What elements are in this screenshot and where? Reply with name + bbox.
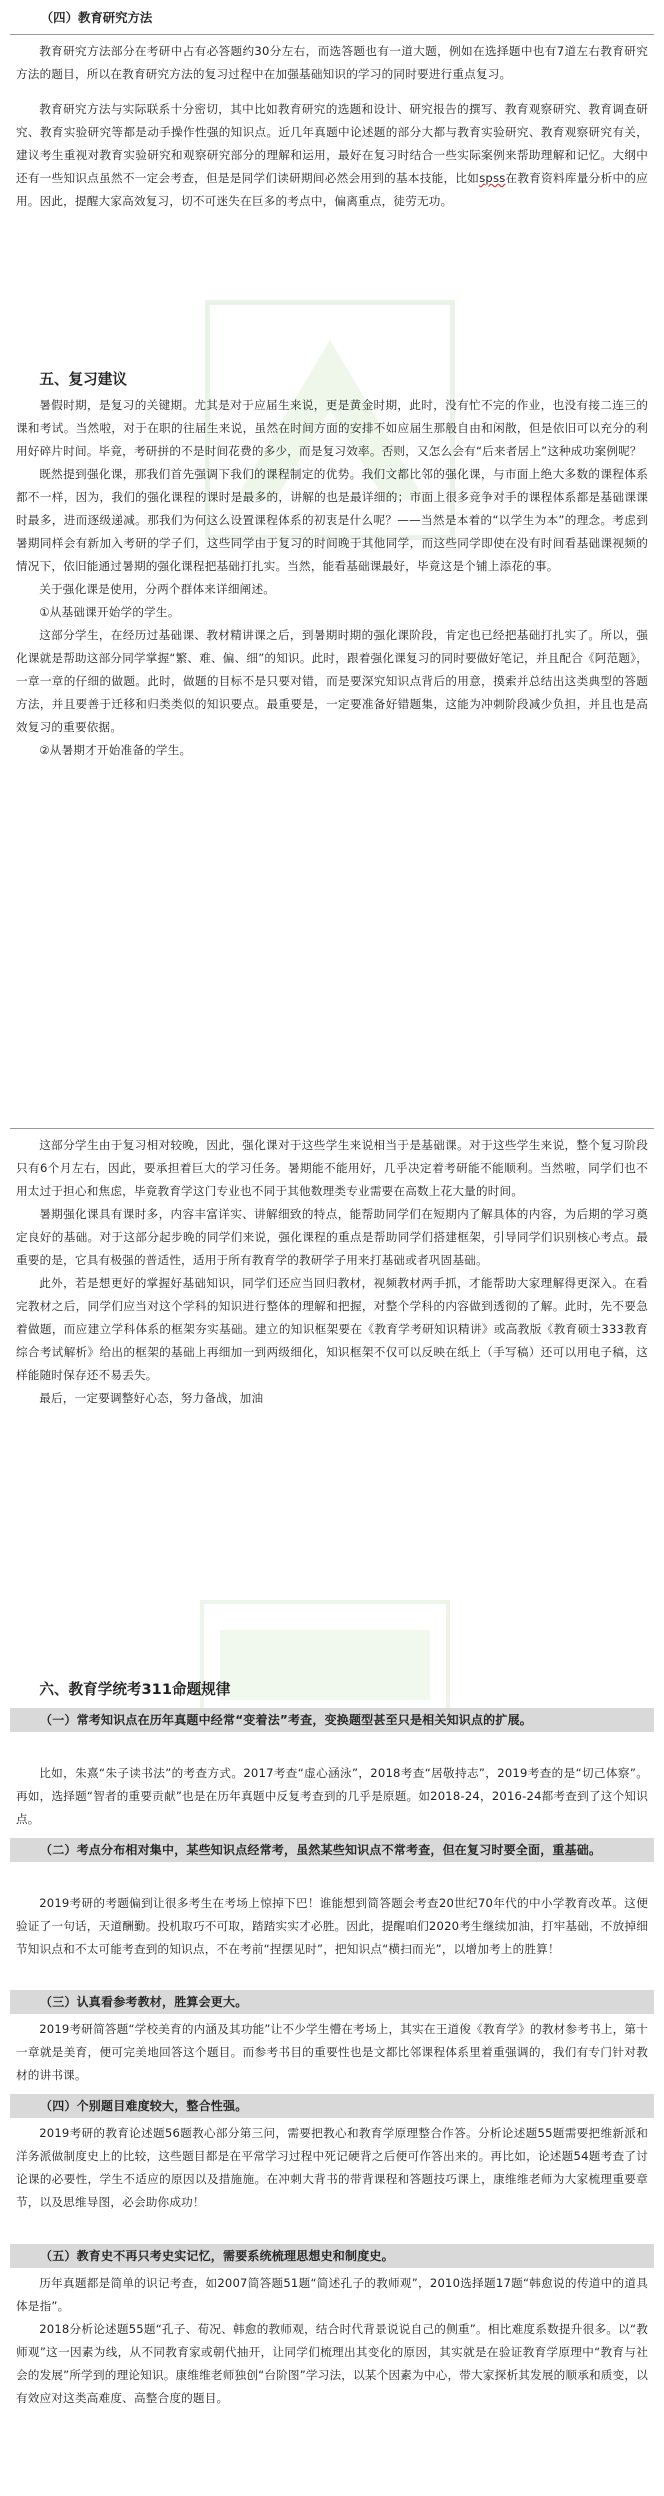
section-4-heading: （四）教育研究方法 bbox=[40, 10, 153, 25]
paragraph: 此外，若是想更好的掌握好基础知识，同学们还应当回归教材，视频教材两手抓，才能帮助大家理解得更深入。在看完教材之后，同学们应当对这个学科的知识进行整体的理解和把握，对整个学科的内容做到透彻的了解。此时，先不要急着做题，而应建立学科体系的框架夯实基础。建立的知识框架要在《教育学考研知识精讲》或高教版《教育硕士333教育综合考试解析》给出的框架的基础上再细加一到两级细化，知识框架不仅可以反映在纸上（手写稿）还可以用电子稿，这样能随时保存还不易丢失。 bbox=[16, 1276, 648, 1382]
paragraph: ②从暑期才开始准备的学生。 bbox=[39, 743, 192, 757]
paragraph: 这部分学生由于复习相对较晚，因此，强化课对于这些学生来说相当于是基础课。对于这些学生来说，整个复习阶段只有6个月左右，因此，要承担着巨大的学习任务。暑期能不能用好，几乎决定着考研能不能顺利。当然啦，同学们也不用太过于担心和焦虑，毕竟教育学这门专业也不同于其他数理类专业需要在高数上花大量的时间。 bbox=[16, 1138, 648, 1198]
subheading-2: （二）考点分布相对集中，某些知识点经常考，虽然某些知识点不常考查，但在复习时要全面，重基础。 bbox=[40, 1843, 602, 1857]
paragraph: 这部分学生，在经历过基础课、教材精讲课之后，到暑期时期的强化课阶段，肯定也已经把基础打扎实了。所以，强化课就是帮助这部分同学掌握“繁、难、偏、细”的知识。此时，跟着强化课复习的同时要做好笔记，并且配合《阿范题》，一章一章的仔细的做题。此时，做题的目标不是只要对错，而是要深究知识点背后的用意，摸索并总结出这类典型的答题方法，并且要善于迁移和归类类似的知识要点。最重要是，一定要准备好错题集，这能为冲刺阶段减少负担，并且也是高效复习的重要依据。 bbox=[16, 628, 648, 734]
subheading-3: （三）认真看参考教材，胜算会更大。 bbox=[40, 1995, 248, 2009]
section-6-1-body bbox=[16, 1762, 648, 1831]
paragraph: 2019考研的教育论述题56题教心部分第三问，需要把教心和教育学原理整合作答。分析论述题55题需要把维新派和洋务派做制度史上的比较，这些题目都是在平常学习过程中死记硬背之后便可作答出来的。再比如，论述题54题考查了讨论课的必要性，学生不适应的原因以及措施施。在冲刺大背书的带背课程和答题技巧课上，康维维老师为大家梳理重要章节，以及思维导图，必会助你成功！ bbox=[16, 2126, 648, 2209]
paragraph: 教育研究方法部分在考研中占有必答题约30分左右，而选答题也有一道大题，例如在选择题中也有7道左右教育研究方法的题目，所以在教育研究方法的复习过程中在加强基础知识的学习的同时要进行重点复习。 bbox=[16, 44, 648, 81]
divider bbox=[10, 34, 654, 35]
paragraph: 暑假时期，是复习的关键期。尤其是对于应届生来说，更是黄金时期，此时，没有忙不完的作业，也没有接二连三的课和考试。当然啦，对于在职的往届生来说，虽然在时间方面的安排不如应届生那般自由和闲散，但是依旧可以充分的利用好碎片时间。毕竟，考研拼的不是时间花费的多少，而是复习效率。否则，又怎么会有“后来者居上”这种成功案例呢？ bbox=[16, 398, 648, 458]
section-6-5-body bbox=[16, 2272, 648, 2410]
highlight-heading-4 bbox=[10, 2094, 654, 2118]
spss-term: spss bbox=[479, 171, 506, 185]
paragraph: 最后，一定要调整好心态，努力备战，加油 bbox=[39, 1391, 264, 1405]
paragraph-text: 在教育资料库量分析中的应用。因此，提醒大家高效复习，切不可迷失在巨多的考点中，偏离重点，徒劳无功。 bbox=[16, 171, 648, 208]
highlight-heading-2 bbox=[10, 1838, 654, 1862]
paragraph: 历年真题都是简单的识记考查，如2007简答题51题“简述孔子的教师观”，2010选择题17题“韩愈说的传道中的道具体是指”。 bbox=[16, 2276, 648, 2313]
paragraph: 2019考研简答题“学校美育的内涵及其功能”让不少学生懵在考场上，其实在王道俊《教育学》的教材参考书上，第十一章就是美育，便可完美地回答这个题目。而参考书目的重要性也是文都比邻课程体系里着重强调的，我们有专门针对教材的讲书课。 bbox=[16, 2022, 649, 2082]
highlight-heading-3 bbox=[10, 1990, 654, 2014]
paragraph: 关于强化课是使用，分两个群体来详细阐述。 bbox=[39, 582, 276, 596]
paragraph: 比如，朱熹“朱子读书法”的考查方式。2017考查“虚心涵泳”，2018考查“居敬持志”，2019考查的是“切己体察”。再如，选择题“智者的重要贡献”也是在历年真题中反复考查到的几乎是原题。如2018-24，2016-24都考查到了这个知识点。 bbox=[16, 1766, 648, 1826]
paragraph: 2018分析论述题55题“孔子、荀况、韩愈的教师观，结合时代背景说说自己的侧重”。相比难度系数提升很多。以“教师观”这一因素为线，从不同教育家或朝代抽开，让同学们梳理出其变化的原因，其实就是在验证教育学原理中“教育与社会的发展”所学到的理论知识。康维维老师独创“台阶图”学习法，以某个因素为中心，带大家探析其发展的顺承和质变，以有效应对这类高难度、高整合度的题目。 bbox=[16, 2322, 648, 2405]
section-6-heading: 六、教育学统考311命题规律 bbox=[39, 1681, 231, 1698]
highlight-heading-5 bbox=[10, 2244, 654, 2268]
section-5 bbox=[16, 366, 648, 762]
paragraph-text: 教育研究方法与实际联系十分密切，其中比如教育研究的选题和设计、研究报告的撰写、教育观察研究、教育调查研究、教育实验研究等都是动手操作性强的知识点。近几年真题中论述题的部分大都与教育实验研究、教育观察研究有关，建议考生重视对教育实验研究和观察研究部分的理解和运用，最好在复习时结合一些实际案例来帮助理解和记忆。大纲中还有一些知识点虽然不一定会考查，但是是同学们读研期间必然会用到的基本技能，比如 bbox=[16, 102, 648, 185]
section-6-4-body bbox=[16, 2122, 648, 2214]
section-6-2-body bbox=[16, 1892, 648, 1961]
paragraph: 暑期强化课具有课时多，内容丰富详实、讲解细致的特点，能帮助同学们在短期内了解具体的内容，为后期的学习奠定良好的基础。对于这部分起步晚的同学们来说，强化课程的重点是帮助同学们搭建框架，引导同学们识别核心考点。最重要的是，它具有极强的普适性，适用于所有教育学的教研学子用来打基础或者巩固基础。 bbox=[16, 1207, 648, 1267]
section-5-body-continued bbox=[16, 1134, 648, 1410]
paragraph: ①从基础课开始学的学生。 bbox=[39, 605, 180, 619]
highlight-heading-1 bbox=[10, 1708, 654, 1732]
subheading-1: （一）常考知识点在历年真题中经常“变着法”考查，变换题型甚至只是相关知识点的扩展。 bbox=[40, 1713, 532, 1727]
divider bbox=[10, 1128, 654, 1129]
section-4-body bbox=[16, 40, 648, 213]
subheading-4: （四）个别题目难度较大，整合性强。 bbox=[40, 2099, 248, 2113]
paragraph: 既然提到强化课，那我们首先强调下我们的课程制定的优势。我们文都比邻的强化课，与市面上绝大多数的课程体系都不一样，因为，我们的强化课程的课时是最多的，讲解的也是最详细的；市面上很多竞争对手的课程体系都是基础课课时最多，进而逐级递减。那我们为何这么设置课程体系的初衷是什么呢？——当然是本着的“以学生为本”的理念。考虑到暑期同样会有新加入考研的学子们，这些同学由于复习的时间晚于其他同学，而这些同学即使在没有时间看基础课视频的情况下，依旧能通过暑期的强化课程把基础打扎实。当然，能看基础课最好，毕竟这是个铺上添花的事。 bbox=[16, 467, 648, 573]
paragraph bbox=[16, 98, 648, 213]
section-6-3-body bbox=[16, 2018, 648, 2087]
section-6 bbox=[16, 1676, 648, 1704]
subheading-5: （五）教育史不再只考史实记忆，需要系统梳理思想史和制度史。 bbox=[40, 2249, 394, 2263]
section-4 bbox=[16, 6, 648, 30]
section-5-heading: 五、复习建议 bbox=[39, 371, 127, 388]
paragraph: 2019考研的考题偏到让很多考生在考场上惊掉下巴！谁能想到简答题会考查20世纪70年代的中小学教育改革。这便验证了一句话，天道酬勤。投机取巧不可取，踏踏实实才必胜。因此，提醒咱们2020考生继续加油，打牢基础，不放掉细节知识点和不太可能考查到的知识点，不在考前“捏摆见时”，把知识点“横扫而光”，以增加考上的胜算！ bbox=[16, 1896, 648, 1956]
